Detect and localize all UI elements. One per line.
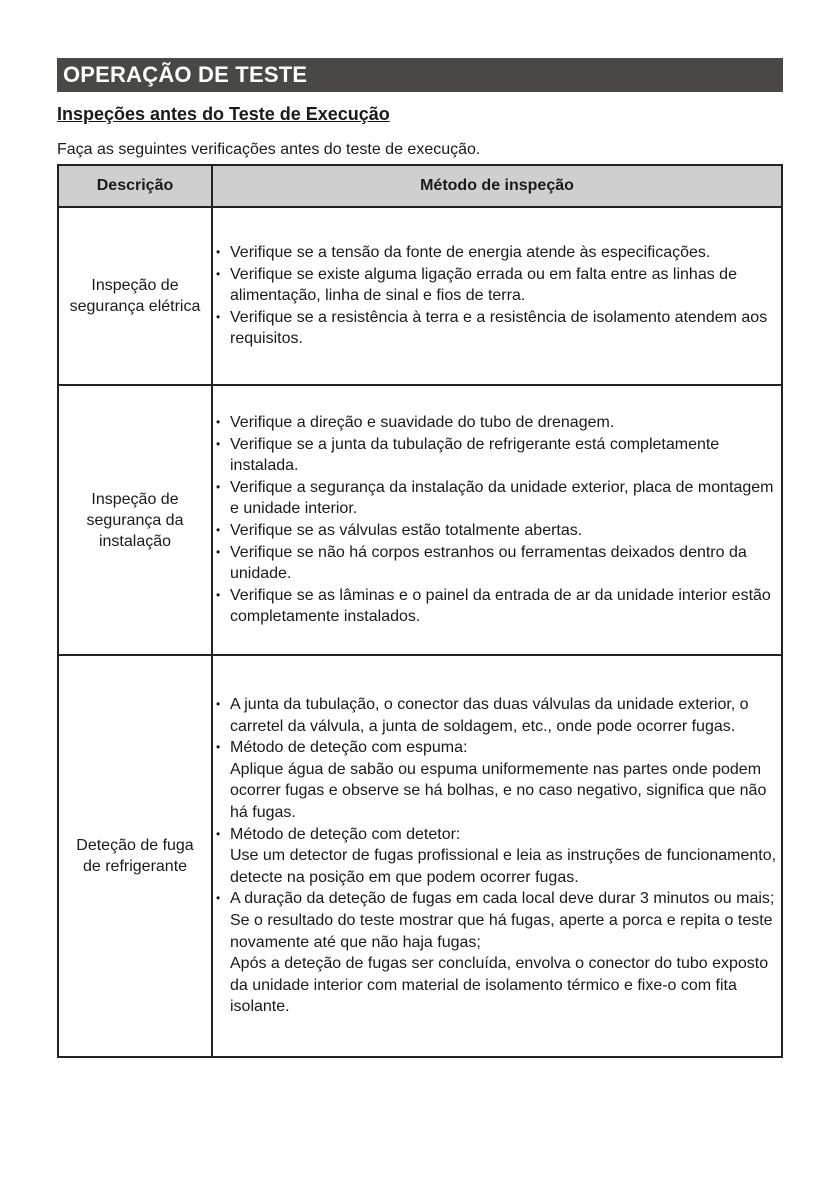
column-header-method: Método de inspeção bbox=[212, 165, 782, 207]
list-item bbox=[216, 737, 777, 823]
item-detail: Se o resultado do teste mostrar que há fugas, aperte a porca e repita o teste novamente até que não haja fugas; bbox=[230, 911, 773, 951]
list-item bbox=[216, 694, 777, 737]
row-description: Inspeção de segurança elétrica bbox=[58, 207, 212, 385]
item-detail: Aplique água de sabão ou espuma uniformemente nas partes onde podem ocorrer fugas e observe se há bolhas, e no caso negativo, significa que não há fugas. bbox=[230, 760, 767, 822]
item-text: • Método de deteção com espuma: bbox=[230, 739, 468, 757]
item-detail: Após a deteção de fugas ser concluída, envolva o conector do tubo exposto da unidade interior com material de isolamento térmico e fixe-o com fita isolante. bbox=[230, 955, 769, 1016]
list-item: • Verifique a direção e suavidade do tubo de drenagem. bbox=[216, 412, 777, 434]
item-text: A junta da tubulação, o conector das duas válvulas da unidade exterior, o carretel da válvula, a junta de soldagem, etc., onde pode ocorrer fugas. bbox=[230, 696, 749, 735]
table-row bbox=[58, 385, 782, 655]
row-description: Deteção de fuga de refrigerante bbox=[58, 655, 212, 1057]
list-item: • Verifique se a resistência à terra e a resistência de isolamento atendem aos requisitos. bbox=[216, 307, 777, 350]
table-row bbox=[58, 655, 782, 1057]
list-item: • Verifique se as válvulas estão totalmente abertas. bbox=[216, 520, 777, 542]
table-header-row bbox=[58, 165, 782, 207]
inspection-table bbox=[57, 164, 783, 1058]
list-item: • Verifique se a junta da tubulação de refrigerante está completamente instalada. bbox=[216, 434, 777, 477]
section-title: OPERAÇÃO DE TESTE bbox=[57, 58, 783, 92]
list-item: • Verifique a segurança da instalação da unidade exterior, placa de montagem e unidade interior. bbox=[216, 477, 777, 520]
row-method bbox=[212, 207, 782, 385]
row-method bbox=[212, 385, 782, 655]
item-detail: Use um detector de fugas profissional e leia as instruções de funcionamento, detecte na posição em que podem ocorrer fugas. bbox=[230, 847, 777, 886]
list-item: • Verifique se a tensão da fonte de energia atende às especificações. bbox=[216, 242, 777, 264]
list-item: • Verifique se não há corpos estranhos ou ferramentas deixados dentro da unidade. bbox=[216, 542, 777, 585]
row-description: Inspeção de segurança da instalação bbox=[58, 385, 212, 655]
intro-text: Faça as seguintes verificações antes do teste de execução. bbox=[57, 141, 481, 158]
list-item: • Verifique se as lâminas e o painel da entrada de ar da unidade interior estão completamente instalados. bbox=[216, 585, 777, 628]
list-item bbox=[216, 824, 777, 889]
table-row bbox=[58, 207, 782, 385]
item-text: • Método de deteção com detetor: bbox=[230, 825, 461, 843]
item-text: • A duração da deteção de fugas em cada local deve durar 3 minutos ou mais; bbox=[230, 890, 775, 908]
list-item: • Verifique se existe alguma ligação errada ou em falta entre as linhas de alimentação, linha de sinal e fios de terra. bbox=[216, 264, 777, 307]
list-item bbox=[216, 888, 777, 1018]
subsection-heading: Inspeções antes do Teste de Execução bbox=[57, 104, 390, 124]
column-header-description: Descrição bbox=[58, 165, 212, 207]
row-method bbox=[212, 655, 782, 1057]
